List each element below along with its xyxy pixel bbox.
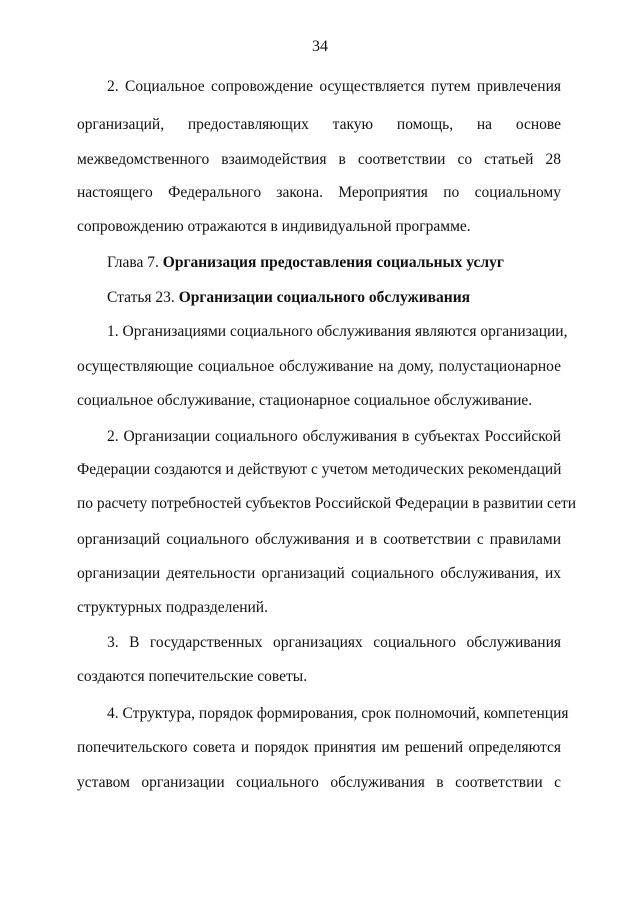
paragraph-line: сопровождению отражаются в индивидуальной программе. xyxy=(77,218,471,235)
paragraph-line: организаций, предоставляющих такую помощь, на основе xyxy=(77,116,561,133)
paragraph-line: 2. Социальное сопровождение осуществляется путем привлечения xyxy=(107,78,561,95)
paragraph-line: 2. Организации социального обслуживания в субъектах Российской xyxy=(107,428,561,445)
paragraph-line: структурных подразделений. xyxy=(77,599,268,616)
paragraph-line: организаций социального обслуживания и в соответствии с правилами xyxy=(77,531,561,548)
paragraph-line: организации деятельности организаций социального обслуживания, их xyxy=(77,565,561,582)
paragraph-line: 1. Организациями социального обслуживания являются организации, xyxy=(107,323,568,340)
paragraph-line: Федерации создаются и действуют с учетом методических рекомендаций xyxy=(77,461,562,478)
chapter-title: Организация предоставления социальных услуг xyxy=(162,254,504,271)
article-prefix: Статья 23. xyxy=(107,289,179,306)
article-heading xyxy=(107,288,561,308)
paragraph-line: межведомственного взаимодействия в соответствии со статьей 28 xyxy=(77,151,561,168)
page-number: 34 xyxy=(312,38,328,55)
paragraph-line: уставом организации социального обслуживания в соответствии с xyxy=(77,774,561,791)
paragraph-line: настоящего Федерального закона. Мероприятия по социальному xyxy=(77,184,561,201)
paragraph-line: 3. В государственных организациях социального обслуживания xyxy=(107,634,561,651)
paragraph-line: социальное обслуживание, стационарное социальное обслуживание. xyxy=(77,392,533,409)
chapter-heading xyxy=(107,253,561,273)
paragraph-line: попечительского совета и порядок принятия им решений определяются xyxy=(77,739,561,756)
paragraph-line: 4. Структура, порядок формирования, срок полномочий, компетенция xyxy=(107,705,569,722)
paragraph-line: по расчету потребностей субъектов Российской Федерации в развитии сети xyxy=(77,495,577,512)
article-title: Организации социального обслуживания xyxy=(178,289,471,306)
chapter-prefix: Глава 7. xyxy=(107,254,163,271)
paragraph-line: осуществляющие социальное обслуживание на дому, полустационарное xyxy=(77,358,561,375)
paragraph-line: создаются попечительские советы. xyxy=(77,668,308,685)
